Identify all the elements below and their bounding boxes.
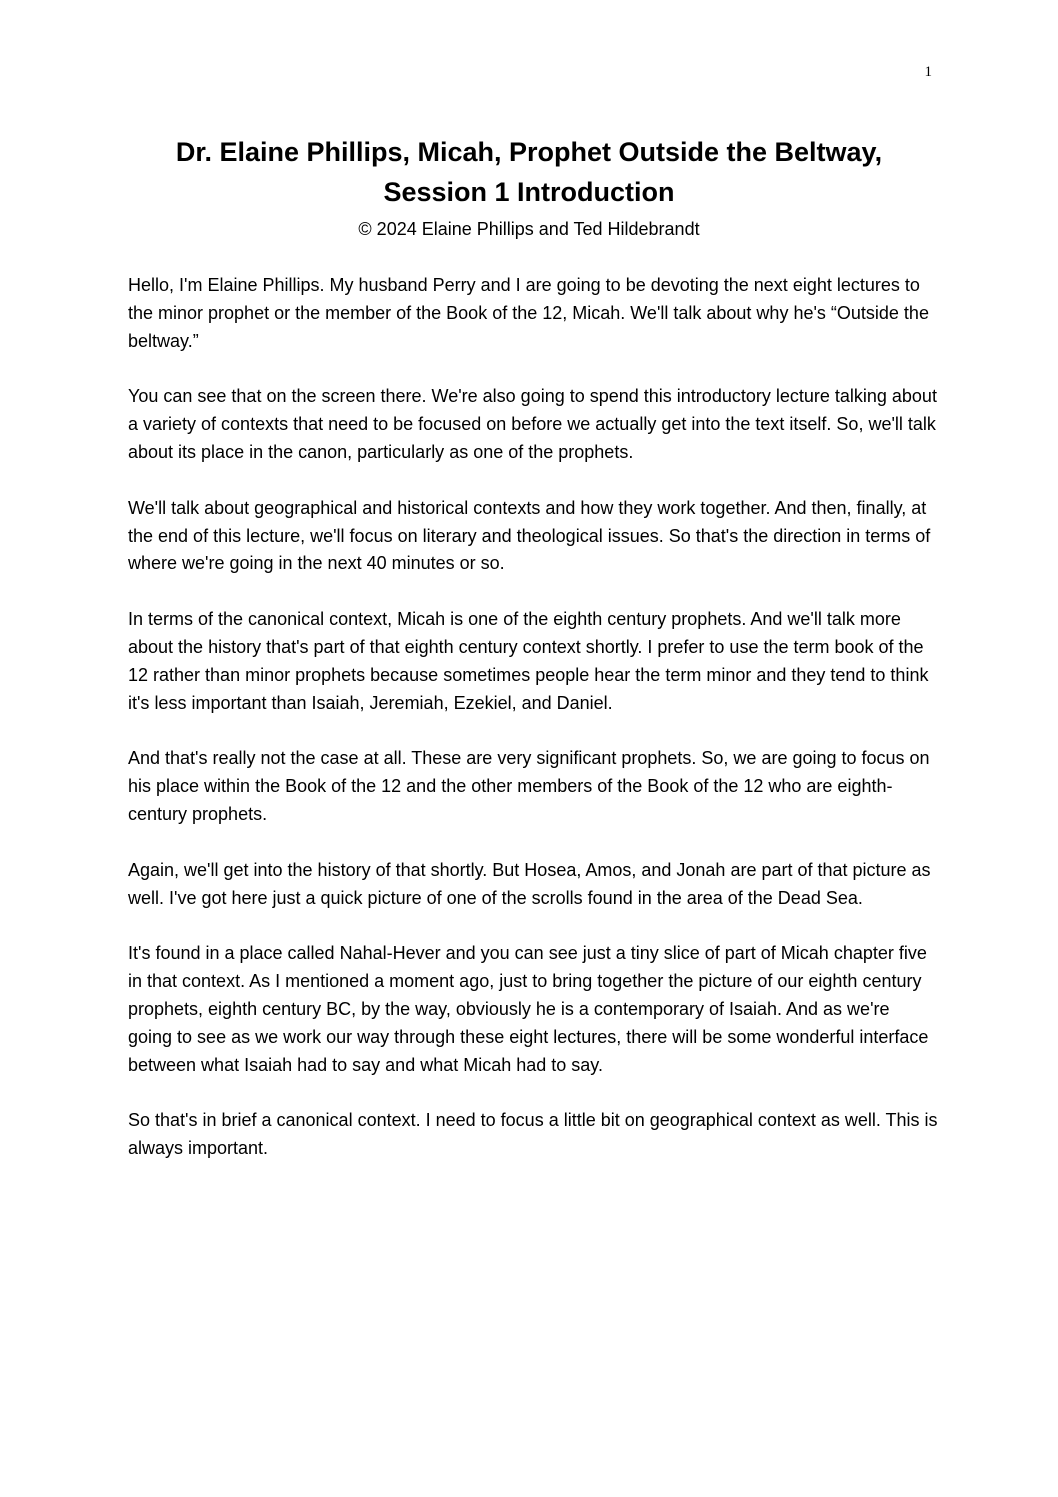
body-text [128,272,938,1191]
document-title: Dr. Elaine Phillips, Micah, Prophet Outside the Beltway, Session 1 Introduction [175,137,883,207]
paragraph: Again, we'll get into the history of that shortly. But Hosea, Amos, and Jonah are part of that picture as well. I've got here just a quick picture of one of the scrolls found in the area of the Dead Sea. [128,859,931,908]
paragraph: We'll talk about geographical and historical contexts and how they work together. And then, finally, at the end of this lecture, we'll focus on literary and theological issues. So that's the direction in terms of where we're going in the next 40 minutes or so. [128,497,931,574]
page-number: 1 [924,64,932,80]
paragraph: In terms of the canonical context, Micah is one of the eighth century prophets. And we'll talk more about the history that's part of that eighth century context shortly. I prefer to use the term book of the 12 rather than minor prophets because sometimes people hear the term minor and they tend to think it's less important than Isaiah, Jeremiah, Ezekiel, and Daniel. [128,609,929,713]
paragraph: It's found in a place called Nahal-Hever and you can see just a tiny slice of part of Micah chapter five in that context. As I mentioned a moment ago, just to bring together the picture of our eighth century prophets, eighth century BC, by the way, obviously he is a contemporary of Isaiah. And as we're going to see as we work our way through these eight lectures, there will be some wonderful interface between what Isaiah had to say and what Micah had to say. [128,943,929,1075]
paragraph: So that's in brief a canonical context. I need to focus a little bit on geographical context as well. This is always important. [128,1110,938,1159]
paragraph: And that's really not the case at all. These are very significant prophets. So, we are going to focus on his place within the Book of the 12 and the other members of the Book of the 12 who are eighth-century prophets. [128,748,930,824]
copyright-line: © 2024 Elaine Phillips and Ted Hildebrandt [358,219,700,239]
paragraph: Hello, I'm Elaine Phillips. My husband Perry and I are going to be devoting the next eight lectures to the minor prophet or the member of the Book of the 12, Micah. We'll talk about why he's “Outside the beltway.” [128,275,929,351]
paragraph: You can see that on the screen there. We're also going to spend this introductory lecture talking about a variety of contexts that need to be focused on before we actually get into the text itself. So, we'll talk about its place in the canon, particularly as one of the prophets. [128,386,937,462]
